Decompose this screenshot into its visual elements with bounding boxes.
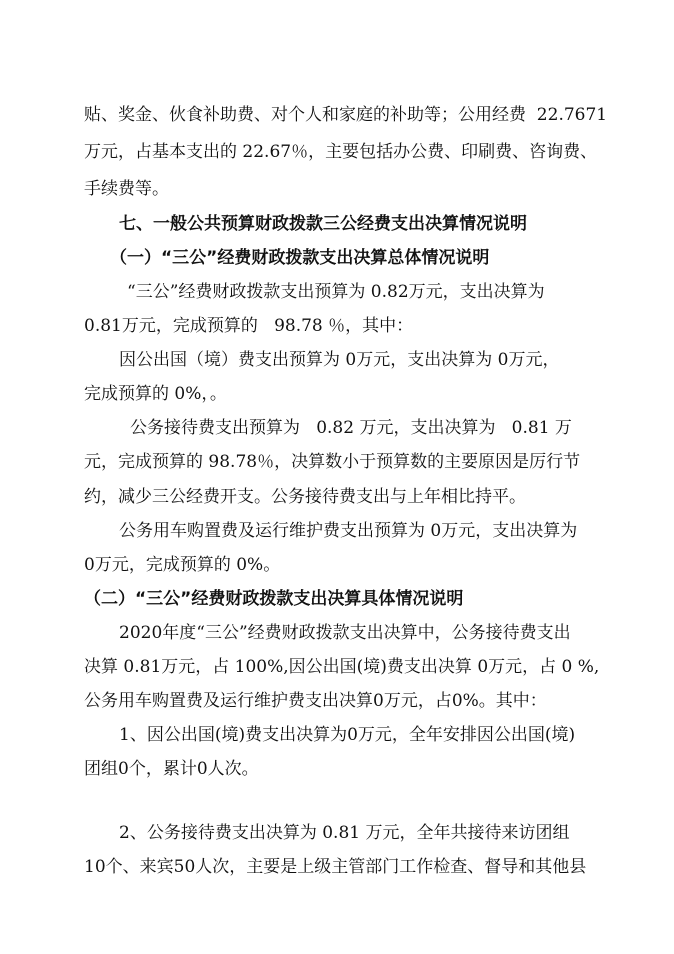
body-text-line: 团组0个，累计0人次。 (84, 759, 259, 779)
body-text-line: “三公”经费财政拨款支出预算为 0.82万元，支出决算为 (127, 282, 545, 302)
body-text-line: 0.81万元，完成预算的 98.78 ％，其中： (84, 316, 414, 336)
body-text-line: 约，减少三公经费开支。公务接待费支出与上年相比持平。 (84, 487, 526, 507)
body-text-line: 2、公务接待费支出决算为 0.81 万元，全年共接待来访团组 (119, 823, 570, 843)
body-text-line: 元，完成预算的 98.78％，决算数小于预算数的主要原因是厉行节 (84, 452, 581, 472)
subsection-heading: （一）“三公”经费财政拨款支出决算总体情况说明 (110, 248, 490, 268)
body-text-line: 完成预算的 0%，。 (84, 384, 227, 404)
body-text-line: 万元，占基本支出的 22.67％，主要包括办公费、印刷费、咨询费、 (84, 142, 598, 162)
body-text-line: 贴、奖金、伙食补助费、对个人和家庭的补助等；公用经费 22.7671 (84, 105, 608, 125)
body-text-line: 手续费等。 (84, 179, 169, 199)
body-text-line: 2020年度“三公”经费财政拨款支出决算中，公务接待费支出 (119, 623, 571, 643)
body-text-line: 公务用车购置费及运行维护费支出决算0万元，占0%。其中： (84, 691, 547, 711)
body-text-line: 1、因公出国(境)费支出决算为0万元，全年安排因公出国(境) (119, 725, 576, 745)
section-heading: 七、一般公共预算财政拨款三公经费支出决算情况说明 (119, 214, 527, 234)
body-text-line: 公务接待费支出预算为 0.82 万元，支出决算为 0.81 万 (130, 418, 572, 438)
body-text-line: 决算 0.81万元，占 100%,因公出国(境)费支出决算 0万元，占 0 %, (84, 657, 600, 677)
body-text-line: 10个、来宾50人次，主要是上级主管部门工作检查、督导和其他县 (84, 857, 587, 877)
subsection-heading: （二）“三公”经费财政拨款支出决算具体情况说明 (84, 589, 464, 609)
body-text-line: 0万元，完成预算的 0%。 (84, 555, 281, 575)
body-text-line: 公务用车购置费及运行维护费支出预算为 0万元，支出决算为 (119, 521, 578, 541)
body-text-line: 因公出国（境）费支出预算为 0万元，支出决算为 0万元， (119, 350, 560, 370)
